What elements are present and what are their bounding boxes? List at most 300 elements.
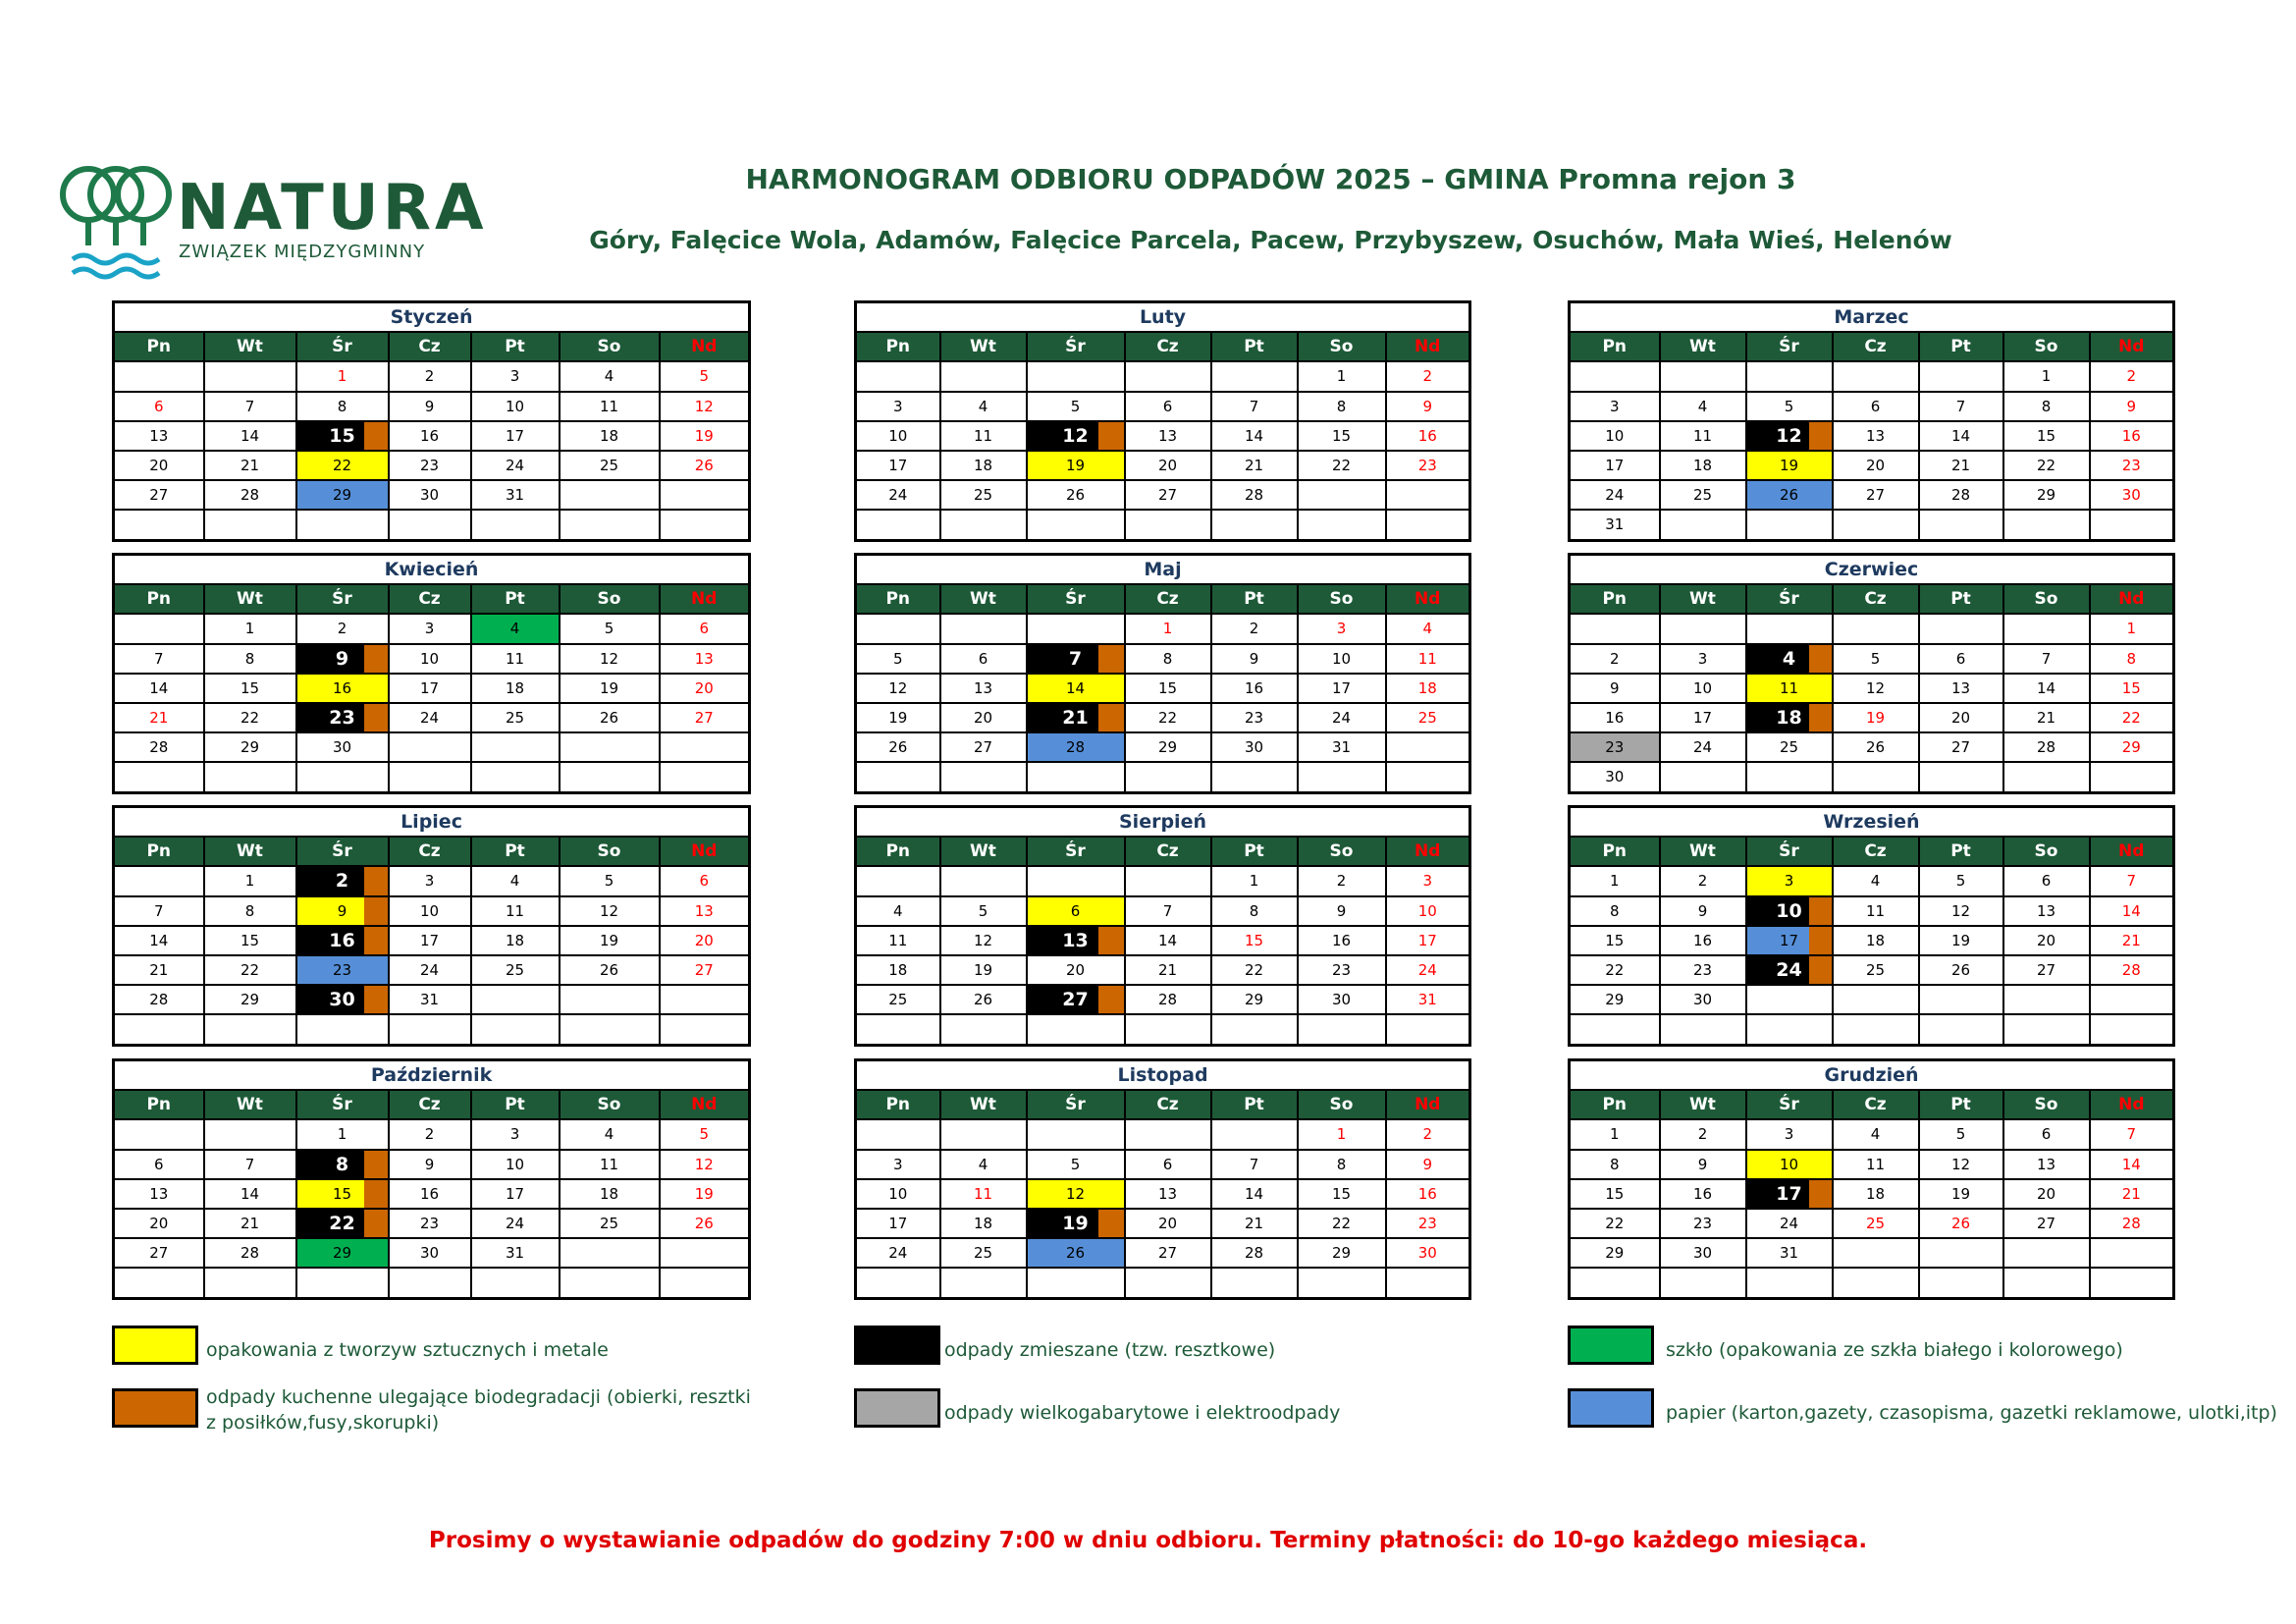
- day-cell: [856, 421, 940, 451]
- day-number: 12: [1950, 1155, 1971, 1173]
- day-cell: [660, 1179, 750, 1209]
- day-cell: [1386, 451, 1470, 480]
- day-cell: [1919, 421, 2003, 451]
- weekday-header: Pn: [1570, 1090, 1660, 1119]
- day-number: 4: [1870, 872, 1881, 891]
- day-cell: [114, 985, 204, 1014]
- day-cell: [1298, 1150, 1386, 1179]
- empty-cell: [2090, 762, 2174, 792]
- day-number: 4: [978, 1155, 988, 1173]
- day-cell: [389, 703, 471, 732]
- day-number: 23: [1692, 1215, 1713, 1233]
- weekday-header: Śr: [296, 837, 389, 866]
- day-number: 11: [1692, 426, 1713, 445]
- day-number: 17: [1776, 1182, 1802, 1205]
- day-number: 14: [2121, 901, 2141, 920]
- empty-cell: [1660, 614, 1746, 643]
- day-number: 16: [329, 929, 355, 951]
- day-cell: [204, 732, 296, 762]
- day-number: 3: [424, 620, 435, 638]
- empty-cell: [1660, 510, 1746, 540]
- day-cell: [2003, 674, 2090, 703]
- day-number: 11: [973, 426, 993, 445]
- day-cell: [1298, 866, 1386, 895]
- day-number: 12: [694, 397, 714, 415]
- day-number: 24: [419, 961, 440, 980]
- weekday-header: Śr: [1027, 332, 1125, 361]
- day-cell: [856, 480, 940, 510]
- month-name: Lipiec: [114, 807, 750, 838]
- legend-swatch: [112, 1388, 198, 1428]
- empty-cell: [1027, 1014, 1125, 1045]
- day-cell: [560, 392, 660, 421]
- day-number: 20: [2036, 931, 2056, 949]
- day-number: 30: [2121, 486, 2141, 505]
- day-number: 10: [1776, 899, 1802, 922]
- day-number: 16: [1692, 931, 1713, 949]
- day-cell: [1833, 866, 1919, 895]
- day-number: 22: [1605, 961, 1625, 980]
- day-number: 26: [1065, 486, 1086, 505]
- day-cell: [1125, 1238, 1211, 1268]
- day-cell: [1298, 421, 1386, 451]
- day-number: 20: [1950, 709, 1971, 728]
- day-cell: [1833, 1119, 1919, 1149]
- day-cell: [1660, 392, 1746, 421]
- day-number: 30: [419, 486, 440, 505]
- day-cell: [1211, 1238, 1298, 1268]
- day-cell: [856, 1209, 940, 1238]
- day-number: 2: [1609, 649, 1620, 668]
- empty-cell: [560, 732, 660, 762]
- empty-cell: [204, 1268, 296, 1298]
- day-cell: [1386, 703, 1470, 732]
- day-number: 6: [153, 397, 164, 415]
- day-cell: [1211, 674, 1298, 703]
- day-number: 27: [1865, 486, 1886, 505]
- day-number: 14: [1244, 426, 1264, 445]
- empty-cell: [1570, 1014, 1660, 1045]
- day-number: 22: [1157, 709, 1178, 728]
- day-cell: [660, 451, 750, 480]
- day-number: 26: [599, 961, 619, 980]
- day-cell: [660, 674, 750, 703]
- empty-cell: [560, 762, 660, 792]
- day-number: 5: [699, 367, 710, 386]
- day-number: 10: [888, 1184, 908, 1203]
- weekday-header: So: [560, 584, 660, 614]
- day-cell: [471, 955, 560, 985]
- day-cell: [204, 451, 296, 480]
- day-cell: [114, 896, 204, 926]
- weekday-header: Pt: [1919, 584, 2003, 614]
- day-number: 14: [2036, 678, 2056, 697]
- weekday-header: Śr: [1746, 332, 1833, 361]
- day-cell: [1298, 644, 1386, 674]
- weekday-header: Śr: [1746, 584, 1833, 614]
- weekday-header: Wt: [940, 837, 1027, 866]
- day-cell: [1386, 1150, 1470, 1179]
- day-number: 4: [1782, 647, 1796, 670]
- empty-cell: [1746, 1268, 1833, 1298]
- day-number: 15: [1605, 931, 1625, 949]
- day-number: 26: [1950, 1215, 1971, 1233]
- day-number: 16: [1605, 709, 1625, 728]
- empty-cell: [1746, 762, 1833, 792]
- day-cell: [1833, 926, 1919, 955]
- month-calendar: [854, 300, 1471, 542]
- day-cell: [660, 392, 750, 421]
- day-number: 2: [1697, 872, 1708, 891]
- day-number: 22: [329, 1213, 355, 1235]
- day-cell: [471, 392, 560, 421]
- empty-cell: [560, 1268, 660, 1298]
- day-number: 10: [1417, 901, 1437, 920]
- day-number: 8: [337, 397, 347, 415]
- empty-cell: [2090, 1238, 2174, 1268]
- day-cell: [2090, 644, 2174, 674]
- day-cell: [1027, 926, 1125, 955]
- day-number: 21: [2036, 709, 2056, 728]
- day-number: 6: [1162, 1155, 1173, 1173]
- day-cell: [2003, 644, 2090, 674]
- day-number: 21: [1062, 707, 1089, 730]
- day-cell: [296, 451, 389, 480]
- day-cell: [471, 926, 560, 955]
- legend-swatch: [1568, 1388, 1654, 1428]
- day-cell: [2003, 1150, 2090, 1179]
- empty-cell: [389, 1268, 471, 1298]
- day-number: 22: [1605, 1215, 1625, 1233]
- month-calendar: [1568, 805, 2175, 1047]
- day-number: 22: [1331, 457, 1352, 475]
- weekday-header: Wt: [204, 837, 296, 866]
- day-number: 28: [1244, 1244, 1264, 1263]
- day-cell: [856, 732, 940, 762]
- weekday-header: Cz: [1833, 584, 1919, 614]
- day-cell: [1833, 674, 1919, 703]
- empty-cell: [1833, 1268, 1919, 1298]
- day-number: 31: [505, 1244, 525, 1263]
- day-number: 7: [1249, 397, 1259, 415]
- empty-cell: [1833, 510, 1919, 540]
- weekday-header: Nd: [660, 332, 750, 361]
- day-cell: [1919, 1209, 2003, 1238]
- day-cell: [1125, 703, 1211, 732]
- day-number: 7: [1955, 397, 1966, 415]
- day-cell: [389, 1209, 471, 1238]
- day-number: 25: [1417, 709, 1437, 728]
- day-number: 9: [1249, 649, 1259, 668]
- day-number: 8: [335, 1153, 349, 1175]
- legend-swatch: [854, 1326, 940, 1365]
- day-number: 15: [240, 678, 260, 697]
- day-number: 27: [973, 738, 993, 757]
- day-cell: [204, 421, 296, 451]
- day-cell: [1027, 1209, 1125, 1238]
- day-number: 15: [1331, 426, 1352, 445]
- day-cell: [2090, 732, 2174, 762]
- empty-cell: [2003, 1014, 2090, 1045]
- day-number: 27: [149, 486, 169, 505]
- day-number: 12: [599, 901, 619, 920]
- day-cell: [1746, 703, 1833, 732]
- day-cell: [1125, 674, 1211, 703]
- weekday-header: Pn: [856, 584, 940, 614]
- weekday-header: Wt: [204, 1090, 296, 1119]
- day-number: 10: [1331, 649, 1352, 668]
- day-cell: [1386, 644, 1470, 674]
- day-cell: [1833, 421, 1919, 451]
- day-cell: [1570, 644, 1660, 674]
- day-cell: [1027, 674, 1125, 703]
- empty-cell: [204, 762, 296, 792]
- day-cell: [2003, 421, 2090, 451]
- day-cell: [1298, 1179, 1386, 1209]
- day-cell: [1833, 1179, 1919, 1209]
- day-number: 24: [1692, 738, 1713, 757]
- day-cell: [204, 1209, 296, 1238]
- day-cell: [1919, 1179, 2003, 1209]
- empty-cell: [471, 510, 560, 540]
- empty-cell: [114, 510, 204, 540]
- empty-cell: [1027, 614, 1125, 643]
- day-number: 28: [240, 1244, 260, 1263]
- weekday-header: Pn: [856, 1090, 940, 1119]
- empty-cell: [471, 762, 560, 792]
- weekday-header: Pn: [114, 584, 204, 614]
- empty-cell: [1027, 1268, 1125, 1298]
- day-number: 9: [1422, 1155, 1433, 1173]
- day-cell: [2003, 451, 2090, 480]
- legend-swatch: [112, 1326, 198, 1365]
- day-number: 28: [1950, 486, 1971, 505]
- day-cell: [560, 1119, 660, 1149]
- day-cell: [1660, 1119, 1746, 1149]
- day-cell: [389, 926, 471, 955]
- day-number: 9: [424, 1155, 435, 1173]
- day-number: 24: [1605, 486, 1625, 505]
- day-cell: [1298, 1238, 1386, 1268]
- day-cell: [114, 392, 204, 421]
- day-number: 7: [2041, 649, 2052, 668]
- day-number: 2: [337, 620, 347, 638]
- day-cell: [1746, 674, 1833, 703]
- empty-cell: [1027, 1119, 1125, 1149]
- empty-cell: [1386, 732, 1470, 762]
- day-cell: [560, 1179, 660, 1209]
- day-number: 12: [1776, 424, 1802, 447]
- day-cell: [1570, 1179, 1660, 1209]
- day-cell: [114, 703, 204, 732]
- empty-cell: [296, 762, 389, 792]
- day-number: 30: [1692, 1244, 1713, 1263]
- day-number: 24: [1776, 959, 1802, 982]
- day-number: 7: [1068, 647, 1083, 670]
- day-cell: [471, 1150, 560, 1179]
- day-number: 25: [1865, 1215, 1886, 1233]
- day-cell: [2090, 896, 2174, 926]
- day-number: 26: [694, 457, 714, 475]
- day-cell: [560, 1209, 660, 1238]
- day-number: 1: [1162, 620, 1173, 638]
- day-number: 30: [332, 738, 352, 757]
- day-cell: [1298, 614, 1386, 643]
- weekday-header: Cz: [1833, 332, 1919, 361]
- weekday-header: Śr: [296, 332, 389, 361]
- weekday-header: Cz: [1833, 1090, 1919, 1119]
- day-number: 1: [244, 872, 255, 891]
- day-cell: [2090, 674, 2174, 703]
- month-name: Luty: [856, 302, 1470, 333]
- day-number: 12: [599, 649, 619, 668]
- day-cell: [296, 732, 389, 762]
- day-cell: [1660, 1238, 1746, 1268]
- day-number: 7: [244, 1155, 255, 1173]
- day-cell: [204, 674, 296, 703]
- day-number: 17: [1692, 709, 1713, 728]
- day-cell: [1027, 703, 1125, 732]
- day-number: 23: [2121, 457, 2141, 475]
- day-cell: [471, 1119, 560, 1149]
- weekday-header: Pn: [114, 1090, 204, 1119]
- day-number: 25: [1692, 486, 1713, 505]
- day-cell: [2003, 392, 2090, 421]
- day-number: 15: [1331, 1184, 1352, 1203]
- day-cell: [940, 644, 1027, 674]
- day-cell: [1298, 674, 1386, 703]
- day-cell: [1746, 955, 1833, 985]
- day-number: 24: [419, 709, 440, 728]
- day-number: 3: [892, 1155, 903, 1173]
- day-cell: [1027, 480, 1125, 510]
- day-cell: [1386, 1119, 1470, 1149]
- weekday-header: Śr: [296, 1090, 389, 1119]
- empty-cell: [1125, 361, 1211, 391]
- day-number: 11: [1779, 678, 1799, 697]
- day-cell: [2003, 866, 2090, 895]
- day-cell: [204, 985, 296, 1014]
- day-number: 21: [1157, 961, 1178, 980]
- day-number: 18: [888, 961, 908, 980]
- day-cell: [1386, 361, 1470, 391]
- empty-cell: [1027, 361, 1125, 391]
- empty-cell: [2003, 1268, 2090, 1298]
- day-cell: [114, 644, 204, 674]
- day-cell: [660, 1119, 750, 1149]
- day-number: 3: [892, 397, 903, 415]
- day-cell: [389, 1119, 471, 1149]
- day-cell: [296, 421, 389, 451]
- day-cell: [1660, 421, 1746, 451]
- day-cell: [1027, 1150, 1125, 1179]
- empty-cell: [2090, 1014, 2174, 1045]
- weekday-header: Śr: [1746, 1090, 1833, 1119]
- day-cell: [560, 926, 660, 955]
- day-number: 8: [2041, 397, 2052, 415]
- legend-swatch: [1568, 1326, 1654, 1365]
- day-number: 5: [1070, 1155, 1081, 1173]
- weekday-header: Wt: [1660, 584, 1746, 614]
- day-number: 20: [1865, 457, 1886, 475]
- empty-cell: [856, 1268, 940, 1298]
- day-number: 26: [973, 991, 993, 1009]
- day-cell: [1746, 421, 1833, 451]
- day-number: 5: [604, 620, 614, 638]
- day-cell: [856, 392, 940, 421]
- day-cell: [389, 421, 471, 451]
- empty-cell: [1833, 985, 1919, 1014]
- empty-cell: [1386, 1268, 1470, 1298]
- empty-cell: [660, 985, 750, 1014]
- empty-cell: [114, 1014, 204, 1045]
- day-number: 28: [2036, 738, 2056, 757]
- day-number: 25: [1779, 738, 1799, 757]
- day-number: 21: [2121, 931, 2141, 949]
- day-number: 31: [505, 486, 525, 505]
- weekday-header: So: [1298, 332, 1386, 361]
- empty-cell: [114, 1119, 204, 1149]
- day-number: 12: [1065, 1184, 1086, 1203]
- day-cell: [560, 674, 660, 703]
- month-calendar: [112, 805, 751, 1047]
- day-cell: [1570, 421, 1660, 451]
- day-cell: [1211, 703, 1298, 732]
- day-cell: [660, 926, 750, 955]
- day-number: 23: [1692, 961, 1713, 980]
- day-cell: [2090, 480, 2174, 510]
- day-number: 1: [1609, 872, 1620, 891]
- weekday-header: Nd: [660, 584, 750, 614]
- day-cell: [1746, 392, 1833, 421]
- day-number: 3: [509, 1125, 520, 1144]
- day-number: 16: [332, 678, 352, 697]
- day-cell: [2090, 1119, 2174, 1149]
- day-number: 24: [1779, 1215, 1799, 1233]
- day-cell: [1211, 985, 1298, 1014]
- day-number: 12: [888, 678, 908, 697]
- day-number: 9: [2126, 397, 2137, 415]
- day-number: 7: [1162, 901, 1173, 920]
- day-number: 4: [1697, 397, 1708, 415]
- day-cell: [389, 985, 471, 1014]
- day-cell: [471, 896, 560, 926]
- day-number: 2: [424, 1125, 435, 1144]
- day-cell: [560, 703, 660, 732]
- day-number: 21: [240, 1215, 260, 1233]
- day-cell: [1570, 480, 1660, 510]
- day-number: 13: [1950, 678, 1971, 697]
- day-number: 18: [1776, 707, 1802, 730]
- empty-cell: [2003, 985, 2090, 1014]
- day-number: 6: [1162, 397, 1173, 415]
- day-number: 20: [973, 709, 993, 728]
- day-cell: [1570, 866, 1660, 895]
- day-number: 15: [240, 931, 260, 949]
- day-cell: [1660, 1150, 1746, 1179]
- day-number: 11: [505, 649, 525, 668]
- day-number: 27: [1062, 989, 1089, 1011]
- day-number: 29: [1157, 738, 1178, 757]
- legend-label: odpady zmieszane (tzw. resztkowe): [944, 1339, 1276, 1361]
- day-cell: [296, 392, 389, 421]
- day-number: 25: [599, 1215, 619, 1233]
- day-number: 15: [1157, 678, 1178, 697]
- page-subtitle: Góry, Falęcice Wola, Adamów, Falęcice Parcela, Pacew, Przybyszew, Osuchów, Mała Wieś, Helenów: [589, 226, 1952, 254]
- day-cell: [2090, 421, 2174, 451]
- day-number: 23: [332, 961, 352, 980]
- day-number: 29: [332, 486, 352, 505]
